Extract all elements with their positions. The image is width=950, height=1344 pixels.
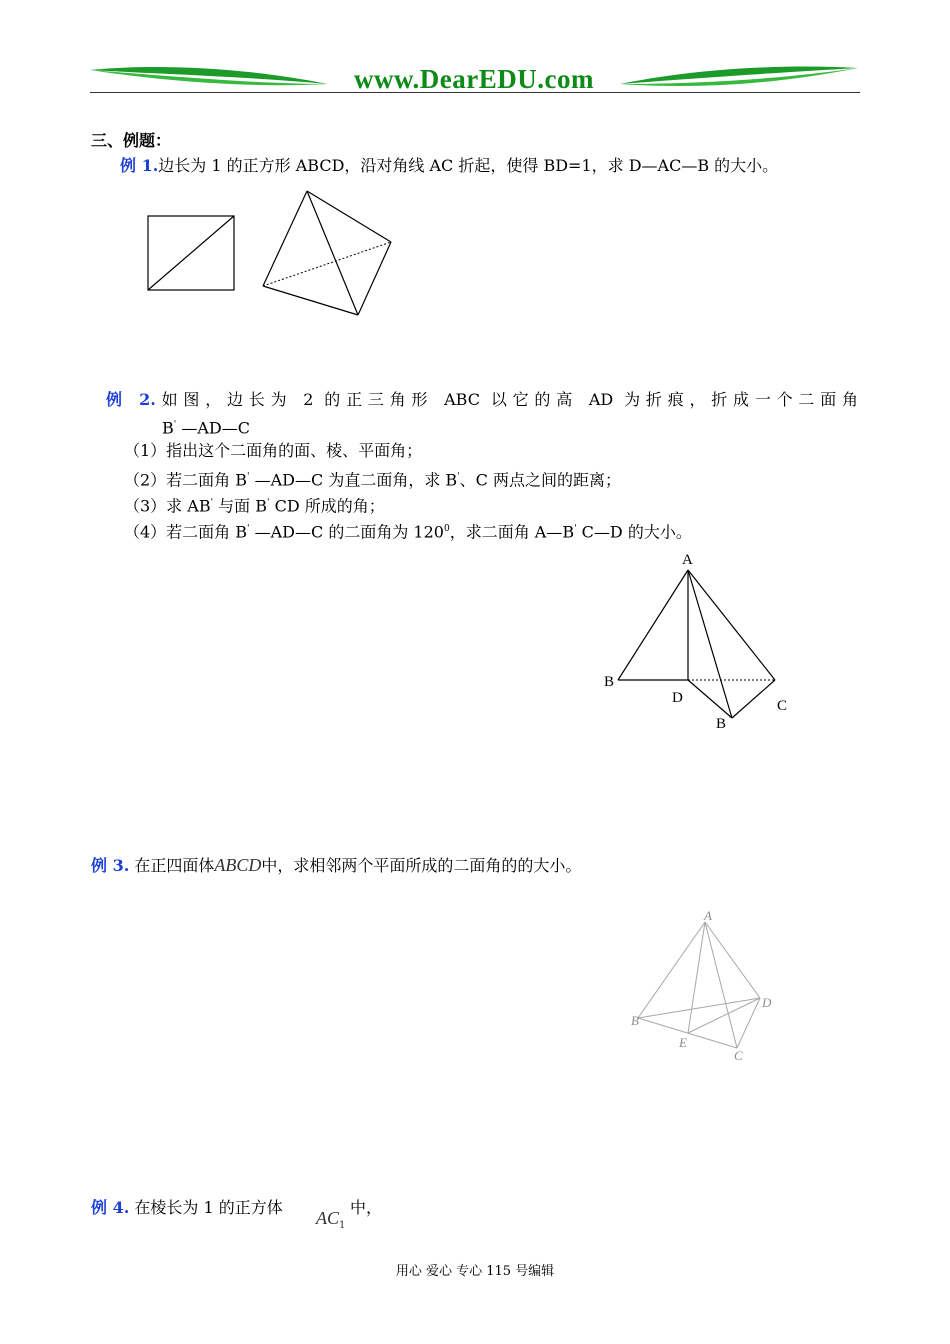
edge-db-prime [688, 680, 732, 718]
hidden-edge [263, 242, 391, 286]
example-2-question-1: （1）指出这个二面角的面、棱、平面角； [124, 441, 423, 460]
edge-ab-prime [688, 570, 732, 718]
example-2-question-3: （3）求 AB' 与面 B' CD 所成的角； [124, 496, 385, 516]
example-4-tail: 中， [350, 1198, 383, 1217]
example-2-question-4: （4）若二面角 B' —AD—C 的二面角为 $120^0$，求二面角 A—B' C—D 的大小。 [124, 522, 692, 542]
example-1-label: 例 1. [120, 156, 159, 175]
label-e: E [679, 1035, 687, 1050]
folded-edge [307, 191, 391, 242]
label-d: D [762, 995, 772, 1010]
edge-ab [638, 922, 705, 1018]
example-2-intro: 如图，边长为 2 的正三角形 ABC 以它的高 AD 为折痕，折成一个二面角 [155, 390, 858, 409]
label-c: C [734, 1048, 743, 1063]
section-title: 三、例题： [91, 131, 172, 150]
folded-edge [263, 286, 358, 315]
label-b-prime: B [716, 716, 727, 732]
example-2-label: 例 2. [106, 390, 156, 409]
label-c: C [777, 698, 788, 714]
label-prime: ' [729, 714, 731, 724]
edge-b-prime-c [732, 680, 775, 718]
header-banner [88, 62, 860, 96]
edge-ed [688, 998, 760, 1033]
header-rule [90, 92, 860, 93]
folded-edge [358, 242, 391, 315]
edge-bc [638, 1018, 737, 1048]
example-2-figure [595, 545, 805, 735]
example-2-line-2: B' —AD—C [162, 418, 250, 438]
label-a: A [704, 908, 712, 923]
example-2-line-1 [106, 388, 858, 412]
site-logo-text: www.DearEDU.com [354, 64, 594, 94]
example-1 [120, 154, 778, 178]
edge-ab [618, 570, 688, 680]
example-1-figure [140, 185, 410, 325]
math-abcd: ABCD [214, 855, 262, 875]
label-a: A [682, 552, 693, 568]
example-3-figure [620, 900, 785, 1070]
example-3: 例 3. 在正四面体ABCD中，求相邻两个平面所成的二面角的的大小。 [91, 855, 582, 875]
page-footer: 用心 爱心 专心 115 号编辑 [395, 1264, 555, 1279]
edge-ac [705, 922, 737, 1048]
label-b: B [604, 674, 615, 690]
example-4-label: 例 4. [91, 1198, 130, 1217]
edge-cd [737, 998, 760, 1048]
edge-bd [638, 998, 760, 1018]
math-ac1: $AC_1$ [316, 1208, 346, 1232]
example-3-label: 例 3. [91, 856, 130, 875]
example-1-text: 边长为 1 的正方形 ABCD，沿对角线 AC 折起，使得 BD=1，求 D—AC—B 的大小。 [158, 156, 779, 175]
folded-edge [307, 191, 358, 315]
example-4: 例 4. 在棱长为 1 的正方体 [91, 1198, 283, 1217]
label-b: B [631, 1013, 639, 1028]
label-d: D [672, 690, 683, 706]
edge-ad [705, 922, 760, 998]
folded-edge [263, 191, 307, 286]
edge-ae [688, 922, 705, 1033]
example-2-question-2: （2）若二面角 B' —AD—C 为直二面角，求 B'、C 两点之间的距离； [124, 470, 621, 490]
edge-ac [688, 570, 775, 680]
square-diagonal [148, 216, 234, 290]
